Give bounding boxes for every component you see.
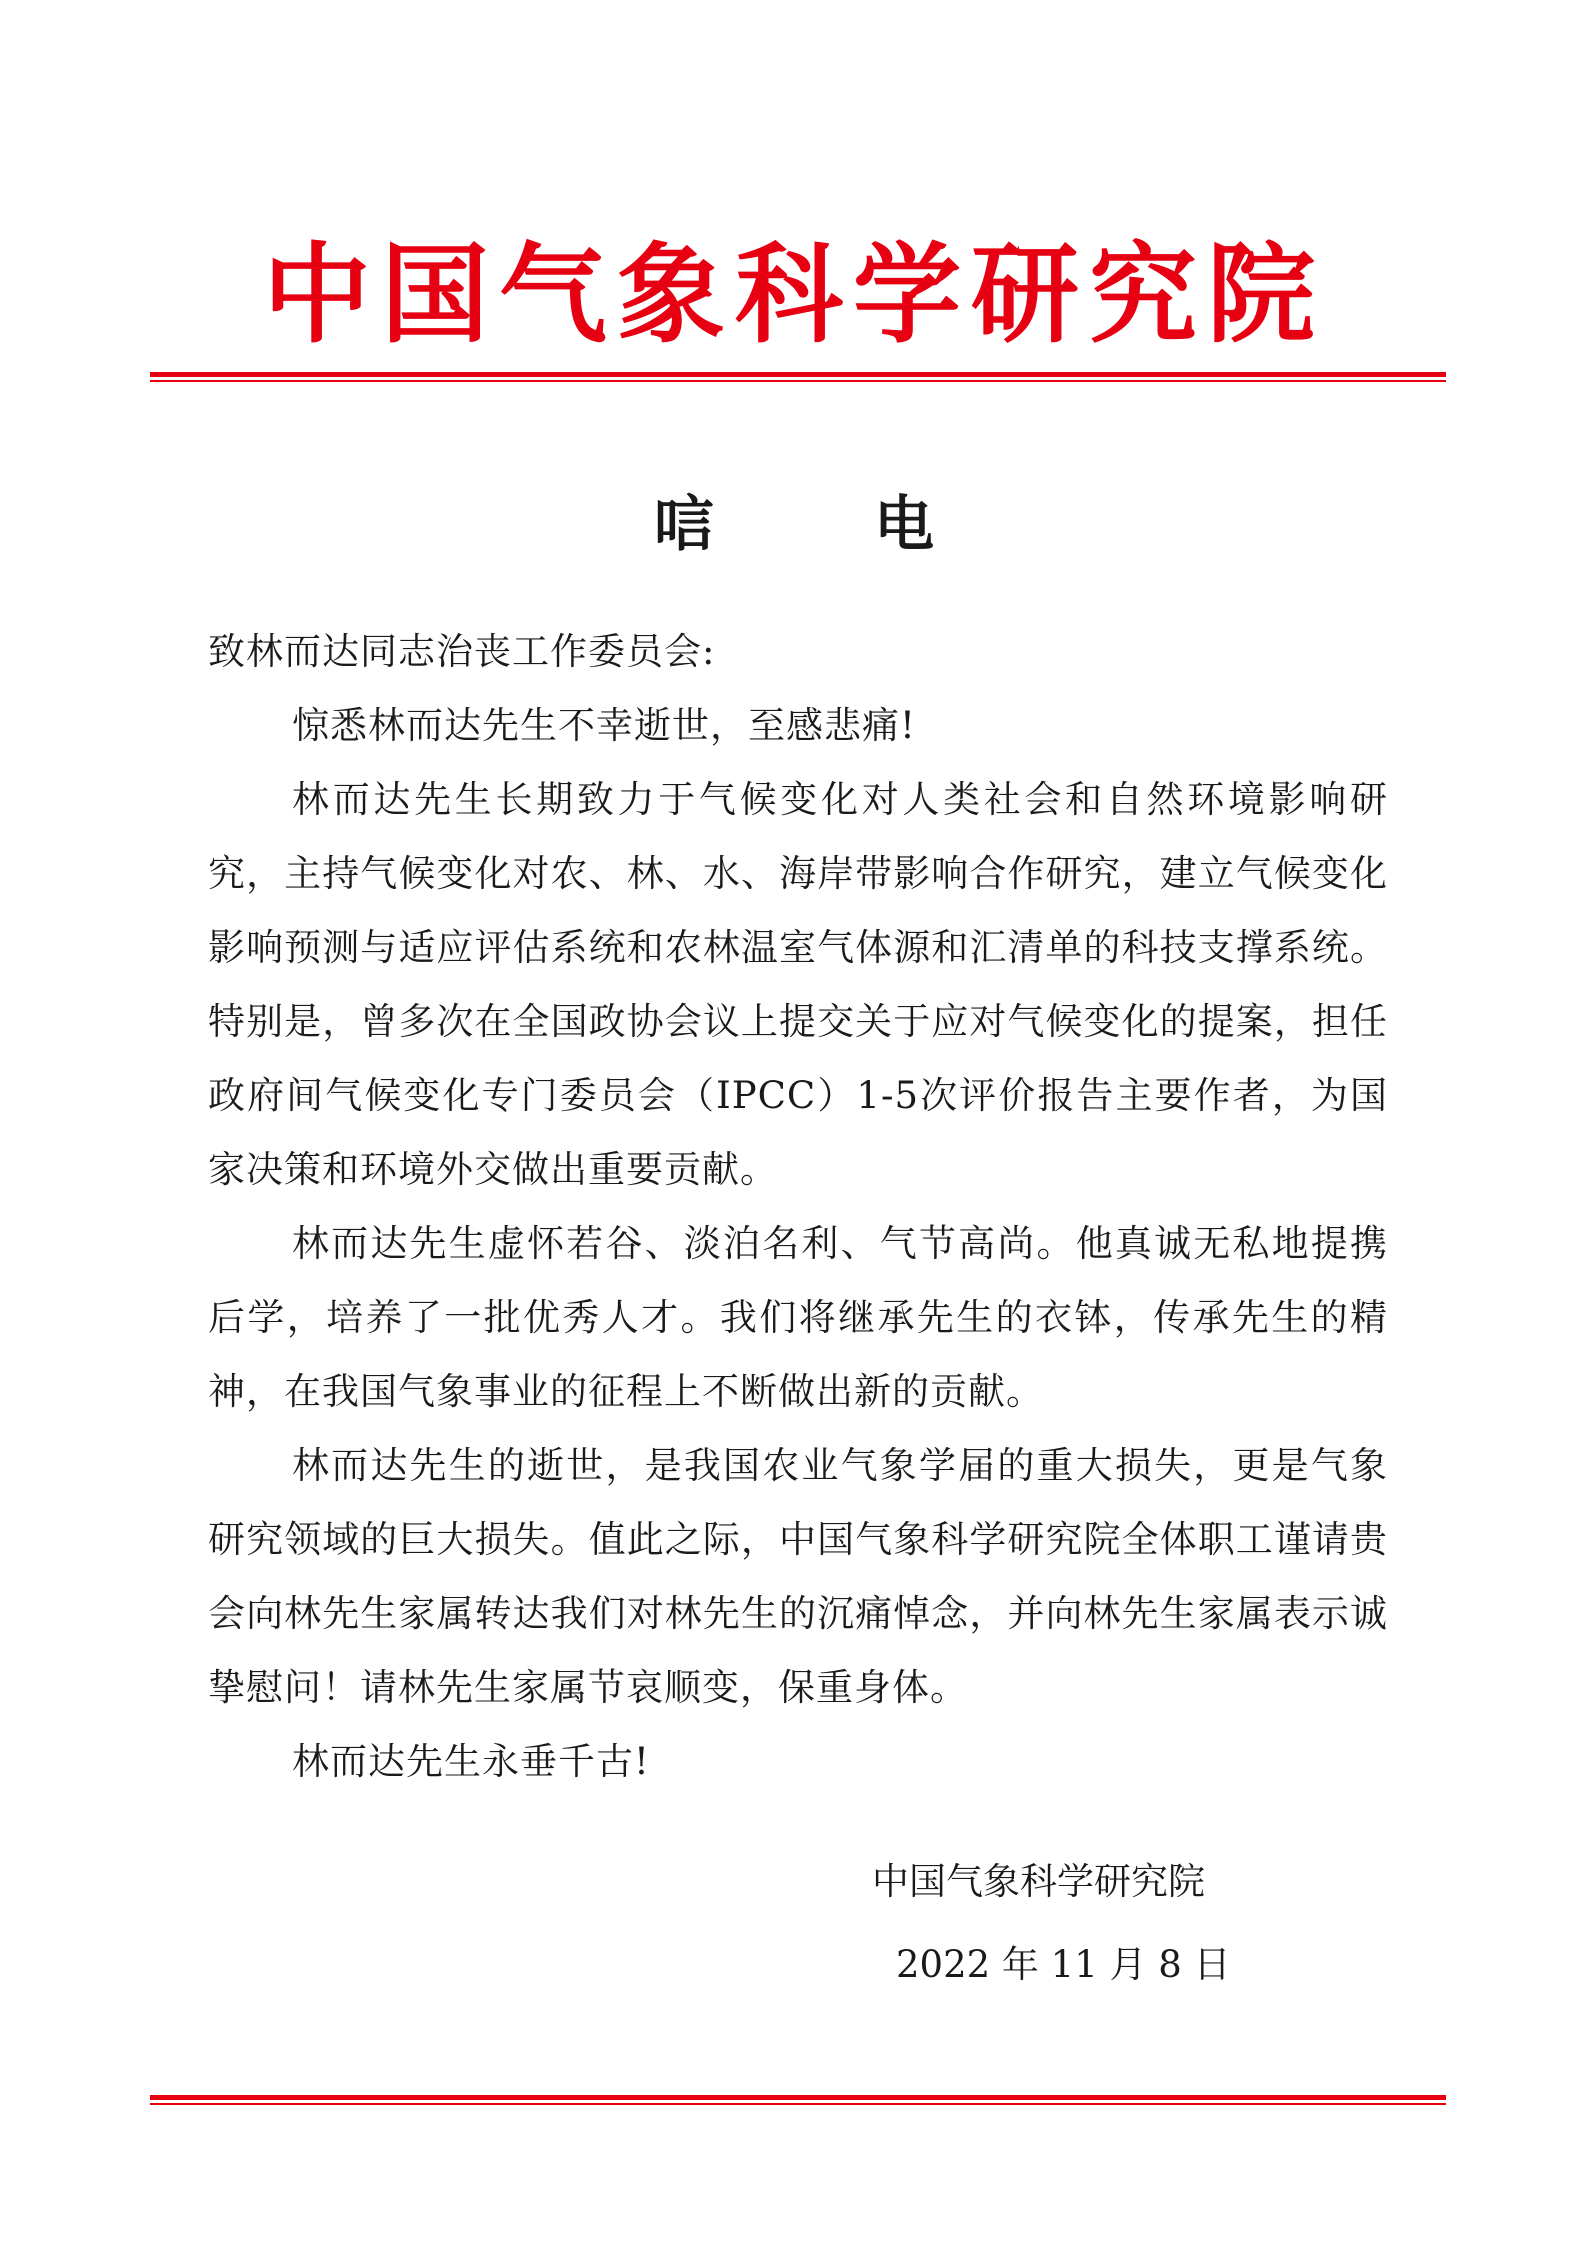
salutation: 致林而达同志治丧工作委员会: — [208, 630, 716, 673]
paragraph: 林而达先生永垂千古! — [292, 1740, 650, 1783]
masthead-organization: 中国气象科学研究院 — [262, 233, 1325, 358]
paragraph: 林而达先生长期致力于气候变化对人类社会和自然环境影响研究，主持气候变化对农、林、水、海岸带影响合作研究，建立气候变化影响预测与适应评估系统和农林温室气体源和汇清单的科技支撑系统。特别是，曾多次在全国政协会议上提交关于应对气候变化的提案，担任政府间气候变化专门委员会（IPCC）1-5次评价报告主要作者，为国家决策和环境外交做出重要贡献。 — [208, 778, 1388, 1191]
signature-organization: 中国气象科学研究院 — [872, 1860, 1205, 1903]
divider-thick-line — [150, 372, 1446, 377]
divider-thin-line — [150, 2103, 1446, 2105]
masthead-divider — [150, 372, 1446, 384]
paragraph: 林而达先生虚怀若谷、淡泊名利、气节高尚。他真诚无私地提携后学，培养了一批优秀人才。我们将继承先生的衣钵，传承先生的精神，在我国气象事业的征程上不断做出新的贡献。 — [208, 1222, 1388, 1413]
signature-date: 2022 年 11 月 8 日 — [896, 1943, 1231, 1986]
paragraph: 惊悉林而达先生不幸逝世，至感悲痛! — [292, 704, 916, 747]
paragraph: 林而达先生的逝世，是我国农业气象学届的重大损失，更是气象研究领域的巨大损失。值此之际，中国气象科学研究院全体职工谨请贵会向林先生家属转达我们对林先生的沉痛悼念，并向林先生家属表示诚挚慰问！请林先生家属节哀顺变，保重身体。 — [208, 1444, 1388, 1709]
divider-thick-line — [150, 2095, 1446, 2100]
document-title: 唁 电 — [654, 490, 984, 560]
document-body — [208, 615, 1388, 1799]
divider-thin-line — [150, 380, 1446, 382]
footer-divider — [150, 2095, 1446, 2107]
